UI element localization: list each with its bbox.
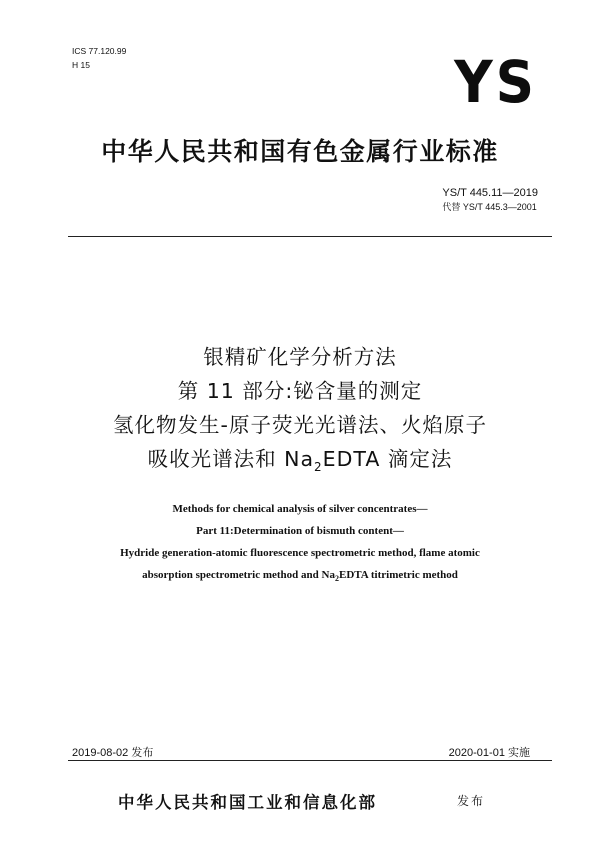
ics-code: ICS 77.120.99 (72, 46, 127, 56)
cn-title-line-3: 氢化物发生-原子荧光光谱法、火焰原子 (113, 413, 487, 437)
en-title-line-4-a: absorption spectrometric method and Na (142, 569, 335, 581)
cn-title-line-2: 第 11 部分:铋含量的测定 (177, 379, 423, 403)
en-title-line-2: Part 11:Determination of bismuth content— (196, 525, 404, 537)
cn-title-line-1: 银精矿化学分析方法 (203, 345, 397, 369)
header-divider (68, 236, 552, 237)
ccs-code: H 15 (72, 60, 90, 70)
publisher: 中华人民共和国工业和信息化部 (118, 793, 377, 812)
publisher-suffix: 发布 (457, 794, 486, 808)
en-title-line-1: Methods for chemical analysis of silver concentrates— (172, 503, 428, 515)
en-title-line-4 (0, 564, 600, 590)
chinese-title (0, 340, 600, 484)
en-title-line-3: Hydride generation-atomic fluorescence spectrometric method, flame atomic (120, 547, 480, 559)
english-title (0, 498, 600, 590)
standard-category-title: 中华人民共和国有色金属行业标准 (101, 137, 499, 166)
cn-title-line-4-a: 吸收光谱法和 Na (147, 447, 315, 471)
standard-code: YS/T 445.11—2019 (442, 187, 538, 199)
cn-title-line-4-subscript: 2 (314, 460, 323, 475)
replaces-code: 代替 YS/T 445.3—2001 (442, 202, 537, 212)
cn-title-line-4 (0, 442, 600, 484)
implementation-date: 2020-01-01 实施 (448, 747, 530, 759)
footer-divider (68, 760, 552, 761)
standard-code-block (442, 186, 538, 214)
issue-date: 2019-08-02 发布 (72, 747, 154, 759)
en-title-line-4-b: EDTA titrimetric method (338, 569, 458, 581)
cn-title-line-4-b: EDTA 滴定法 (322, 447, 453, 471)
classification-codes (72, 44, 126, 72)
ys-logo: YS (454, 48, 537, 116)
en-title-line-4-subscript: 2 (334, 574, 339, 584)
